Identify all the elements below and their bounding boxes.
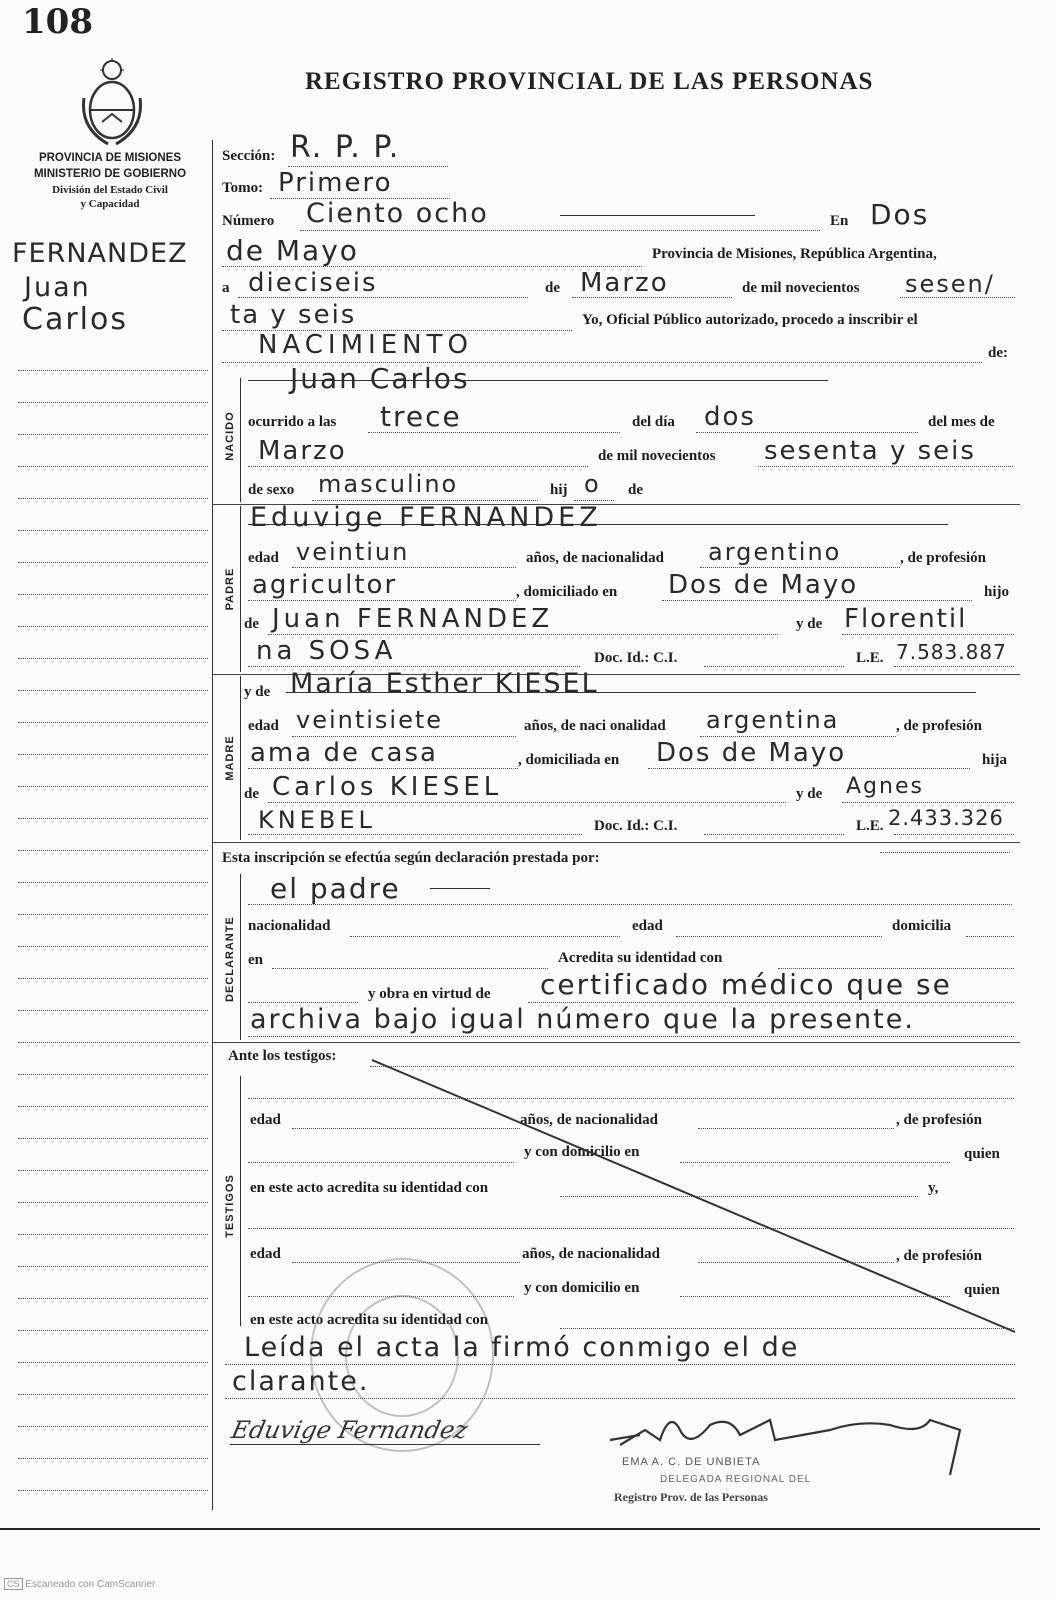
label-ante-testigos: Ante los testigos: — [228, 1048, 337, 1064]
label-del-mes: del mes de — [928, 414, 995, 430]
tab-madre: MADRE — [224, 735, 236, 781]
value-nombre: Juan Carlos — [290, 362, 470, 395]
value-leida1: Leída el acta la firmó conmigo el de — [244, 1332, 800, 1363]
tab-nacido: NACIDO — [224, 411, 236, 461]
issuer-line-3: División del Estado Civil — [52, 184, 168, 196]
value-en: Dos — [870, 198, 930, 231]
scanner-icon: CS — [4, 1578, 23, 1590]
label-t2-domicilio: y con domicilio en — [524, 1280, 640, 1296]
value-hij-suffix: o — [584, 470, 601, 498]
label-t2-edad: edad — [250, 1246, 281, 1262]
value-dia-nac: dos — [704, 402, 756, 432]
label-hija: hija — [982, 752, 1008, 768]
label-de-mil-nov: de mil novecientos — [598, 448, 716, 464]
value-madre-le: 2.433.326 — [888, 806, 1004, 830]
signature-declarante: Eduvige Fernandez — [229, 1416, 471, 1444]
label-provincia: Provincia de Misiones, República Argentina, — [652, 246, 937, 262]
label-padre-prof: , de profesión — [900, 550, 986, 566]
official-name: EMA A. C. DE UNBIETA — [622, 1456, 761, 1468]
value-hora: trece — [380, 400, 462, 433]
value-madre-prof: ama de casa — [250, 738, 438, 768]
issuer-line-4: y Capacidad — [80, 198, 140, 210]
issuer-line-2: MINISTERIO DE GOBIERNO — [33, 168, 187, 180]
label-hijo: hijo — [984, 584, 1010, 600]
value-padre-le: 7.583.887 — [896, 640, 1007, 664]
document-title: REGISTRO PROVINCIAL DE LAS PERSONAS — [305, 68, 874, 95]
label-de-padre: de — [628, 482, 643, 498]
official-position: DELEGADA REGIONAL DEL — [660, 1474, 812, 1485]
label-yo-oficial: Yo, Oficial Público autorizado, procedo a inscribir el — [582, 312, 918, 328]
value-tomo: Primero — [278, 168, 393, 198]
margin-given-2: Carlos — [22, 302, 128, 337]
margin-given-1: Juan — [24, 272, 91, 303]
value-dia: dieciseis — [248, 268, 378, 298]
value-declarante: el padre — [270, 872, 401, 905]
label-numero: Número — [222, 213, 275, 229]
label-del-dia: del día — [632, 414, 675, 430]
value-padre: Eduvige FERNANDEZ — [250, 502, 602, 533]
label-padre-nac: años, de nacionalidad — [526, 550, 664, 566]
label-a: a — [222, 280, 230, 296]
value-padre-dom: Dos de Mayo — [668, 570, 859, 600]
label-y-obra: y obra en virtud de — [368, 986, 491, 1002]
page-number: 108 — [22, 2, 93, 42]
value-madre-dom: Dos de Mayo — [656, 738, 847, 768]
label-t2-acredita: en este acto acredita su identidad con — [250, 1312, 489, 1328]
label-madre-edad: edad — [248, 718, 279, 734]
label-t2-prof: , de profesión — [896, 1248, 982, 1264]
value-abuela-m2: KNEBEL — [258, 806, 376, 834]
label-padre-y-de: y de — [796, 616, 823, 632]
issuer-line-1: PROVINCIA DE MISIONES — [38, 152, 182, 164]
value-lugar: de Mayo — [226, 234, 359, 267]
label-seccion: Sección: — [222, 148, 276, 164]
label-madre-dom: , domiciliada en — [518, 752, 620, 768]
label-mil-novecientos: de mil novecientos — [742, 280, 860, 296]
label-decl-nacionalidad: nacionalidad — [248, 918, 331, 934]
label-decl-domicilia: domicilia — [892, 918, 952, 934]
margin-surname: FERNANDEZ — [12, 238, 188, 269]
value-mes: Marzo — [580, 268, 669, 298]
value-numero: Ciento ocho — [306, 198, 489, 229]
value-certificado1: certificado médico que se — [540, 968, 952, 1001]
label-t1-quien: quien — [964, 1146, 1000, 1162]
label-esta-inscripcion: Esta inscripción se efectúa según declaración prestada por: — [222, 850, 600, 866]
label-madre-y-de: y de — [244, 684, 271, 700]
value-certificado2: archiva bajo igual número que la presente. — [250, 1004, 915, 1035]
value-abuela1: Florentil — [844, 604, 968, 634]
label-de-colon: de: — [988, 345, 1008, 361]
label-padre-edad: edad — [248, 550, 279, 566]
label-t1-prof: , de profesión — [896, 1112, 982, 1128]
bottom-border — [0, 1528, 1040, 1530]
tab-padre: PADRE — [224, 567, 236, 611]
label-t2-quien: quien — [964, 1282, 1000, 1298]
value-madre: María Esther KIESEL — [290, 668, 599, 699]
value-seccion: R. P. P. — [290, 130, 401, 165]
value-acto: NACIMIENTO — [258, 330, 473, 360]
label-decl-en: en — [248, 952, 263, 968]
scanner-text: Escaneado con CamScanner — [25, 1579, 156, 1590]
label-padre-dom: , domiciliado en — [516, 584, 618, 600]
label-hij: hij — [550, 482, 568, 498]
label-t1-anos: años, de nacionalidad — [520, 1112, 658, 1128]
label-t1-edad: edad — [250, 1112, 281, 1128]
scanner-footer — [4, 1578, 155, 1590]
value-madre-nac: argentina — [706, 706, 840, 734]
label-ocurrido: ocurrido a las — [248, 414, 337, 430]
official-registry: Registro Prov. de las Personas — [614, 1490, 768, 1504]
label-madre-prof: , de profesión — [896, 718, 982, 734]
label-madre-doc: Doc. Id.: C.I. — [594, 818, 678, 834]
value-abuela2: na SOSA — [256, 636, 397, 666]
label-t1-domicilio: y con domicilio en — [524, 1144, 640, 1160]
tab-declarante: DECLARANTE — [224, 916, 236, 1002]
value-mes-nac: Marzo — [258, 436, 347, 466]
label-t2-anos: años, de nacionalidad — [522, 1246, 660, 1262]
label-t1-acredita: en este acto acredita su identidad con — [250, 1180, 489, 1196]
label-en: En — [830, 213, 849, 229]
value-anio2: ta y seis — [230, 300, 357, 330]
label-t1-y: y, — [928, 1180, 939, 1196]
value-abuela-m1: Agnes — [846, 774, 924, 799]
value-padre-prof: agricultor — [252, 570, 398, 600]
label-madre-nac: años, de naci onalidad — [524, 718, 666, 734]
value-padre-edad: veintiun — [296, 538, 410, 566]
label-de-mes: de — [545, 280, 560, 296]
label-padre-de: de — [244, 616, 259, 632]
label-de-sexo: de sexo — [248, 482, 295, 498]
label-padre-le: L.E. — [856, 650, 884, 666]
value-abuelo: Juan FERNANDEZ — [272, 604, 554, 634]
value-leida2: clarante. — [232, 1366, 370, 1397]
value-madre-edad: veintisiete — [296, 706, 444, 734]
value-abuelo-m: Carlos KIESEL — [272, 772, 503, 802]
tab-testigos: TESTIGOS — [224, 1174, 236, 1238]
label-madre-de: de — [244, 786, 259, 802]
label-decl-acredita: Acredita su identidad con — [558, 950, 723, 966]
value-anio1: sesen/ — [905, 270, 995, 298]
value-padre-nac: argentino — [708, 538, 842, 566]
label-padre-doc: Doc. Id.: C.I. — [594, 650, 678, 666]
value-anio-nac: sesenta y seis — [764, 436, 976, 466]
label-tomo: Tomo: — [222, 180, 264, 196]
value-sexo: masculino — [318, 470, 459, 498]
label-decl-edad: edad — [632, 918, 663, 934]
label-madre-le: L.E. — [856, 818, 884, 834]
label-madre-y-de2: y de — [796, 786, 823, 802]
